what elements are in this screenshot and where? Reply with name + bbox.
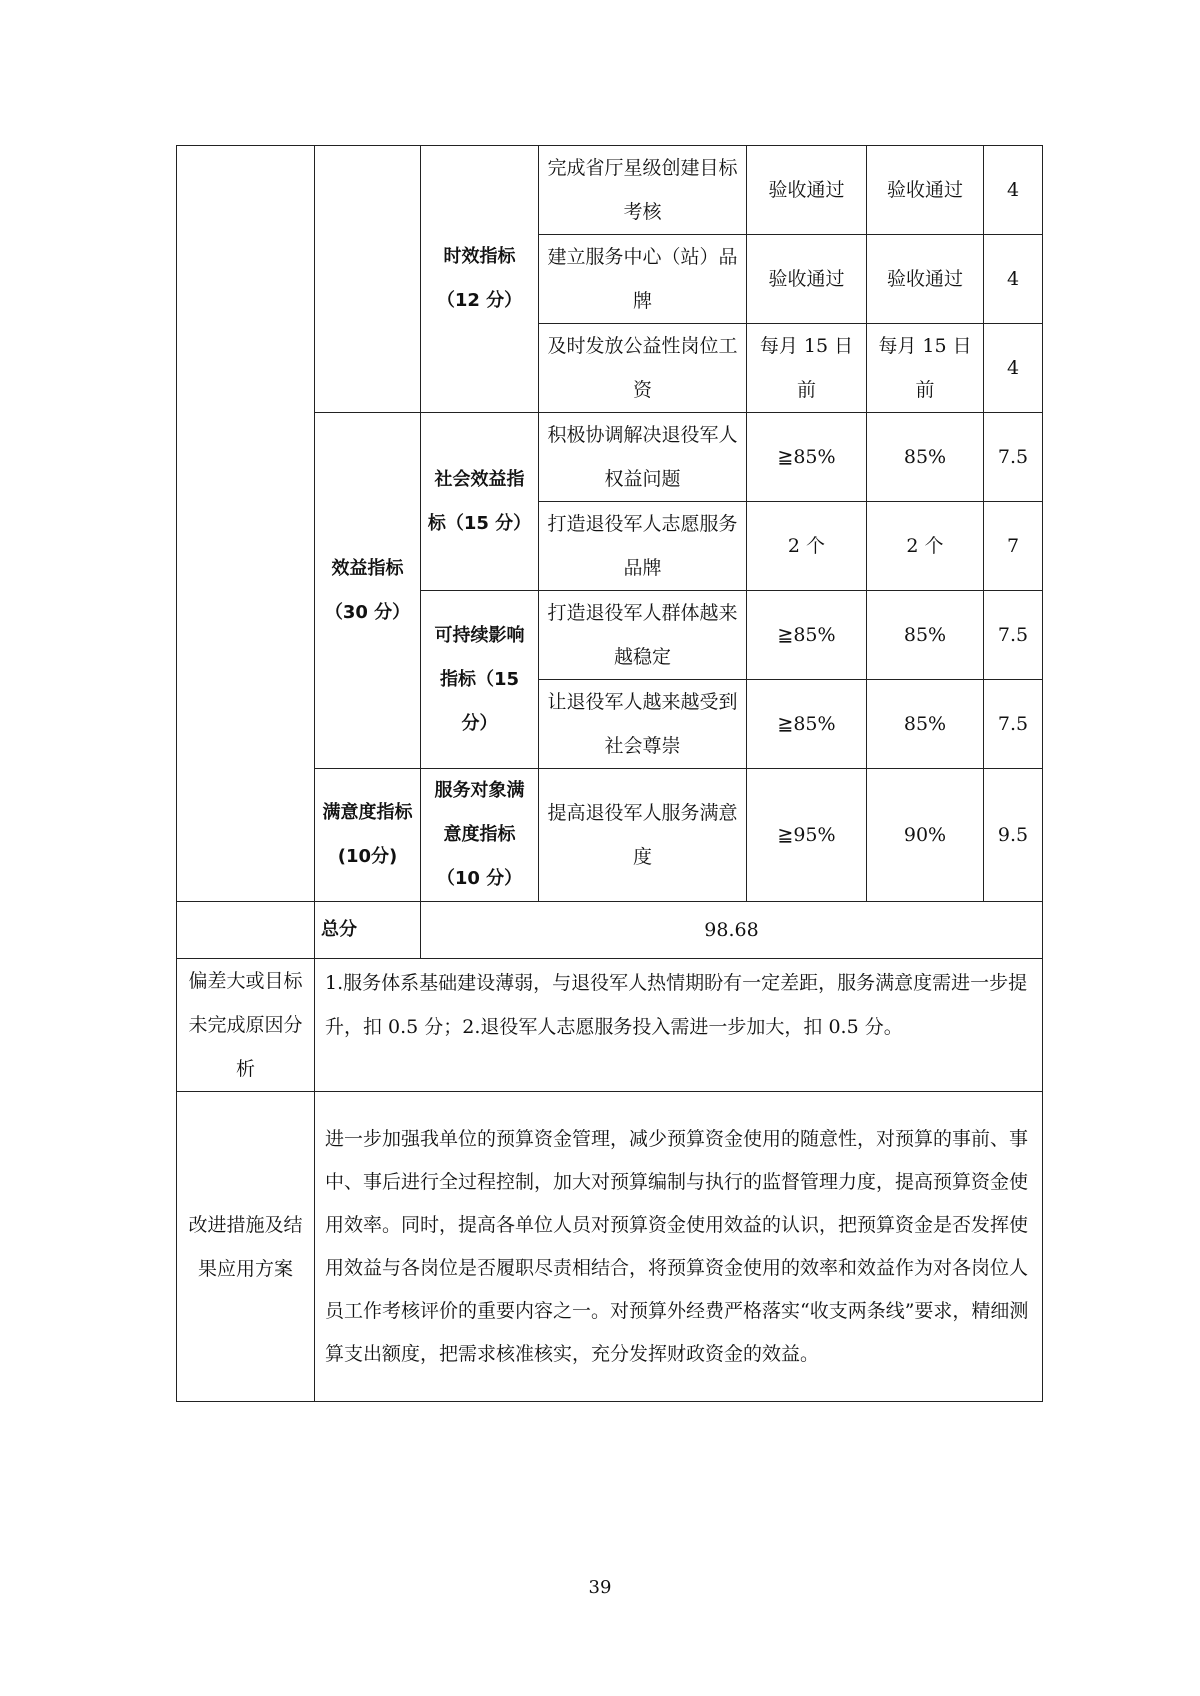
actual-value-cell: 每月 15 日前 — [867, 324, 984, 413]
score-cell: 4 — [984, 324, 1043, 413]
indicator-name-cell: 建立服务中心（站）品牌 — [539, 235, 747, 324]
satisfaction-indicator-label: 满意度指标(10分) — [315, 769, 421, 902]
blank-total-cell — [177, 902, 315, 959]
indicator-name-cell: 积极协调解决退役军人权益问题 — [539, 413, 747, 502]
target-value-cell: ≧85% — [747, 591, 867, 680]
service-satisfaction-label: 服务对象满意度指标（10 分） — [421, 769, 539, 902]
actual-value-cell: 85% — [867, 413, 984, 502]
social-benefit-label: 社会效益指标（15 分） — [421, 413, 539, 591]
performance-table — [176, 145, 1043, 1402]
deviation-label: 偏差大或目标未完成原因分析 — [177, 959, 315, 1092]
total-row — [177, 902, 1043, 959]
score-cell: 4 — [984, 146, 1043, 235]
score-cell: 7.5 — [984, 591, 1043, 680]
indicator-name-cell: 完成省厅星级创建目标考核 — [539, 146, 747, 235]
target-value-cell: ≧85% — [747, 680, 867, 769]
score-cell: 7.5 — [984, 680, 1043, 769]
improvement-text: 进一步加强我单位的预算资金管理，减少预算资金使用的随意性，对预算的事前、事中、事后进行全过程控制，加大对预算编制与执行的监督管理力度，提高预算资金使用效率。同时，提高各单位人员对预算资金使用效益的认识，把预算资金是否发挥使用效益与各岗位是否履职尽责相结合，将预算资金使用的效率和效益作为对各岗位人员工作考核评价的重要内容之一。对预算外经费严格落实“收支两条线”要求，精细测算支出额度，把需求核准核实，充分发挥财政资金的效益。 — [315, 1092, 1043, 1402]
deviation-text: 1.服务体系基础建设薄弱，与退役军人热情期盼有一定差距，服务满意度需进一步提升，扣 0.5 分；2.退役军人志愿服务投入需进一步加大，扣 0.5 分。 — [315, 959, 1043, 1092]
actual-value-cell: 85% — [867, 680, 984, 769]
indicator-name-cell: 打造退役军人志愿服务品牌 — [539, 502, 747, 591]
improvement-label: 改进措施及结果应用方案 — [177, 1092, 315, 1402]
actual-value-cell: 验收通过 — [867, 235, 984, 324]
actual-value-cell: 90% — [867, 769, 984, 902]
indicator-name-cell: 提高退役军人服务满意度 — [539, 769, 747, 902]
page-number: 39 — [588, 1577, 612, 1598]
improvement-row — [177, 1092, 1043, 1402]
benefit-indicator-label — [315, 413, 421, 769]
target-value-cell: ≧95% — [747, 769, 867, 902]
blank-level1-cell — [315, 146, 421, 413]
sustainable-impact-label: 可持续影响指标（15 分） — [421, 591, 539, 769]
target-value-cell: 验收通过 — [747, 235, 867, 324]
total-value: 98.68 — [421, 902, 1043, 959]
score-cell: 4 — [984, 235, 1043, 324]
score-cell: 7.5 — [984, 413, 1043, 502]
target-value-cell: 验收通过 — [747, 146, 867, 235]
actual-value-cell: 验收通过 — [867, 146, 984, 235]
indicator-name-cell: 及时发放公益性岗位工资 — [539, 324, 747, 413]
table-row — [177, 146, 1043, 235]
deviation-row — [177, 959, 1043, 1092]
target-value-cell: ≧85% — [747, 413, 867, 502]
actual-value-cell: 85% — [867, 591, 984, 680]
target-value-cell: 每月 15 日前 — [747, 324, 867, 413]
timeliness-label: 时效指标 — [443, 246, 516, 267]
timeliness-score: （12 分） — [436, 290, 523, 311]
total-label: 总分 — [315, 902, 421, 959]
indicator-name-cell: 打造退役军人群体越来越稳定 — [539, 591, 747, 680]
benefit-label: 效益指标 — [331, 557, 404, 579]
benefit-score: （30 分） — [324, 601, 411, 623]
indicator-name-cell: 让退役军人越来越受到社会尊崇 — [539, 680, 747, 769]
score-cell: 9.5 — [984, 769, 1043, 902]
actual-value-cell: 2 个 — [867, 502, 984, 591]
blank-category-cell — [177, 146, 315, 902]
timeliness-indicator-label — [421, 146, 539, 413]
score-cell: 7 — [984, 502, 1043, 591]
target-value-cell: 2 个 — [747, 502, 867, 591]
